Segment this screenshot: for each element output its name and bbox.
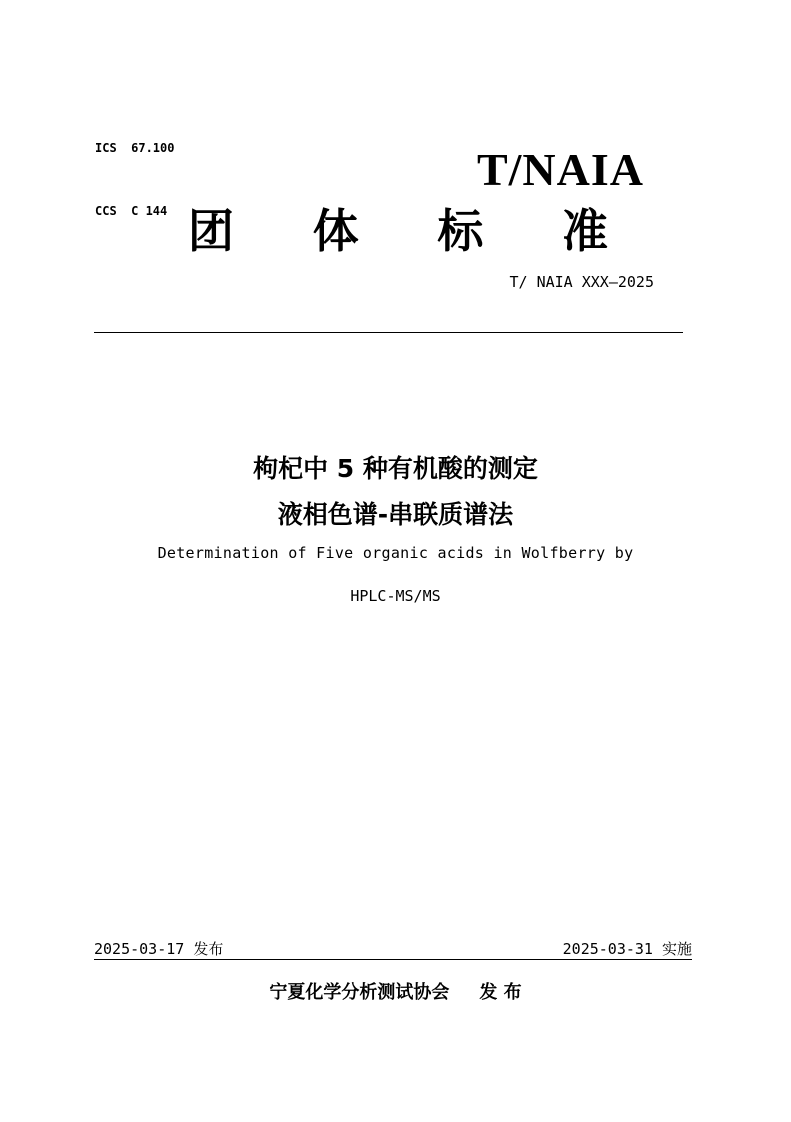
publisher xyxy=(0,980,791,1006)
publish-label: 发 布 xyxy=(479,982,522,1003)
document-title-zh-line1: 枸杞中 5 种有机酸的测定 xyxy=(253,454,538,483)
standard-number: T/ NAIA XXX—2025 xyxy=(509,273,654,291)
ics-code: ICS 67.100 xyxy=(95,141,175,155)
ccs-code: CCS C 144 xyxy=(95,204,168,218)
document-title-zh-line2: 液相色谱-串联质谱法 xyxy=(277,500,514,529)
issue-date: 2025-03-17 发布 xyxy=(94,940,224,958)
category-char: 标 xyxy=(437,204,484,258)
classification-codes xyxy=(95,96,174,243)
document-title-en-line1: Determination of Five organic acids in Wolfberry by xyxy=(157,544,634,562)
category-char: 准 xyxy=(561,204,608,258)
document-title-en-line2: HPLC-MS/MS xyxy=(350,587,441,605)
publisher-name: 宁夏化学分析测试协会 xyxy=(269,982,450,1003)
header-divider xyxy=(94,332,683,333)
standard-logo: T/NAIA xyxy=(476,144,644,195)
footer-divider xyxy=(94,959,692,960)
category-char: 团 xyxy=(188,204,234,258)
category-char: 体 xyxy=(312,204,359,258)
implement-date: 2025-03-31 实施 xyxy=(562,940,692,958)
standard-category xyxy=(188,200,608,262)
date-row xyxy=(94,938,692,960)
